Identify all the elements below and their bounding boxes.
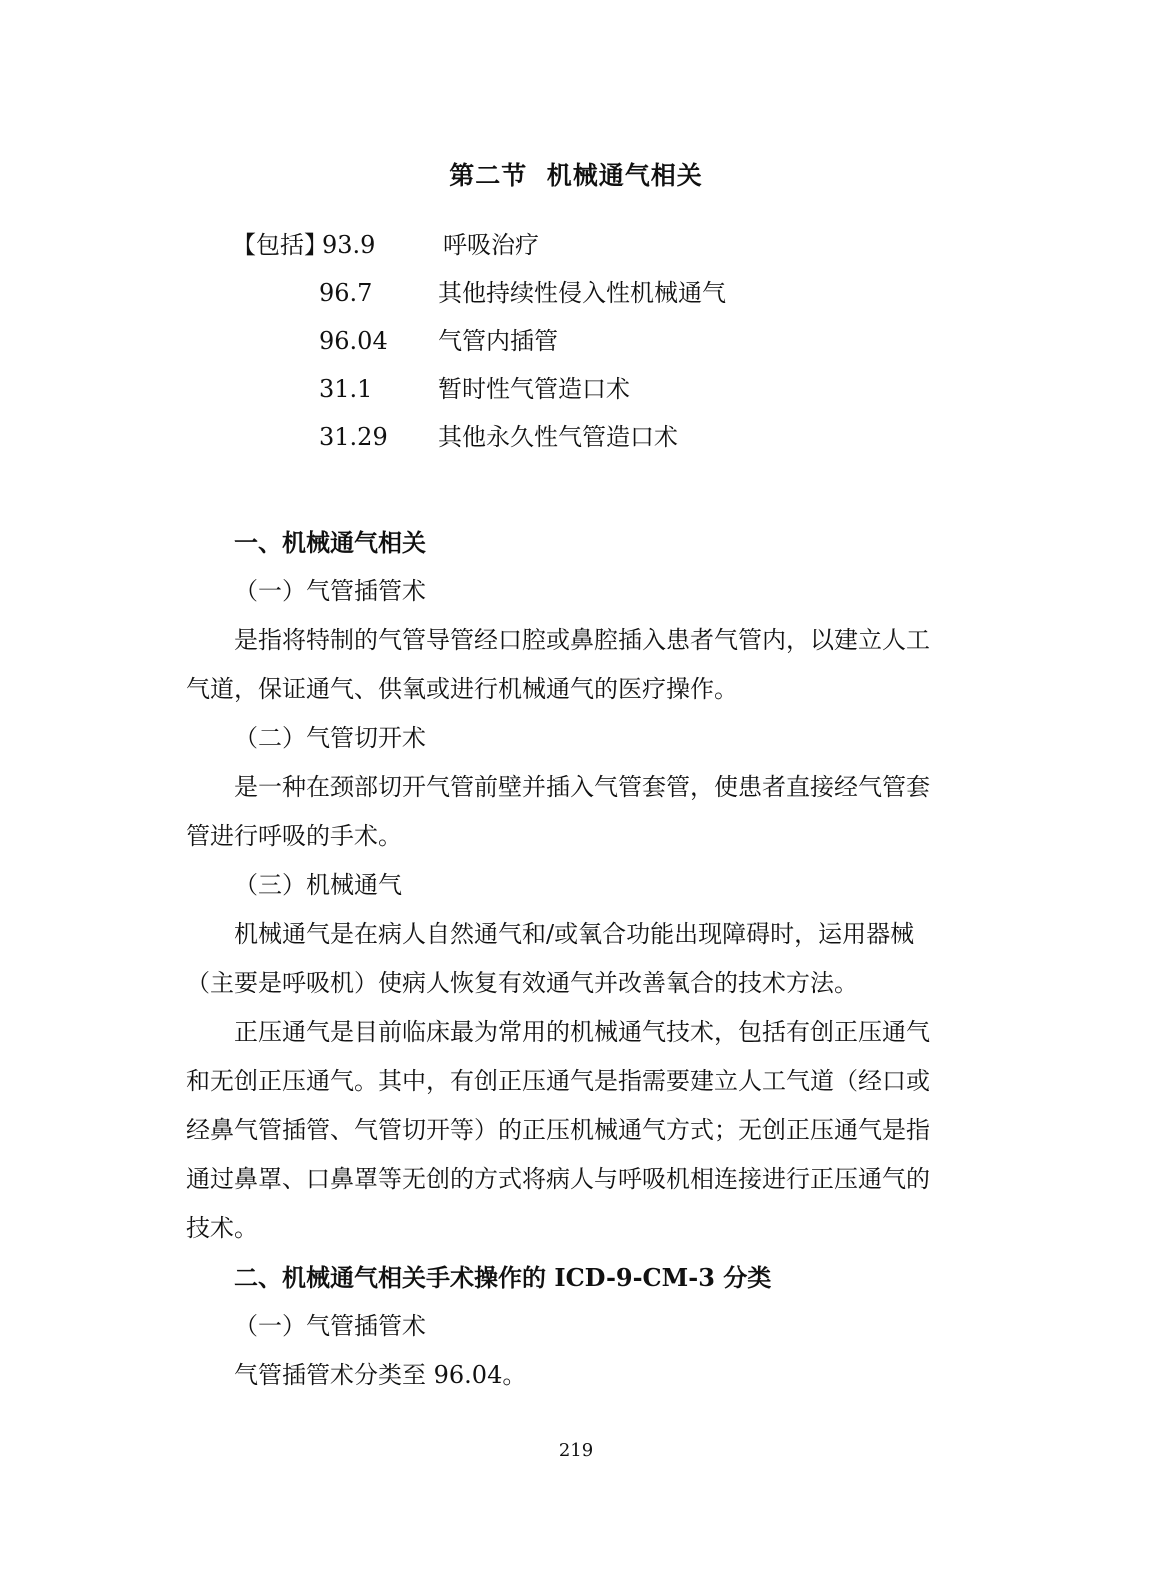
procedure-description: 其他持续性侵入性机械通气 xyxy=(438,279,726,307)
paragraph-line: 通过鼻罩、口鼻罩等无创的方式将病人与呼吸机相连接进行正压通气的 xyxy=(186,1165,930,1193)
procedure-code: 31.1 xyxy=(319,375,373,403)
paragraph-line: 机械通气是在病人自然通气和/或氧合功能出现障碍时，运用器械 xyxy=(234,920,915,948)
subheading-mechanical-ventilation: （三）机械通气 xyxy=(234,871,402,899)
procedure-description: 暂时性气管造口术 xyxy=(438,375,630,403)
paragraph-mechanical-ventilation xyxy=(186,910,952,1008)
paragraph-line: 气道，保证通气、供氧或进行机械通气的医疗操作。 xyxy=(186,675,738,703)
procedure-description: 其他永久性气管造口术 xyxy=(438,423,678,451)
procedure-code: 93.9 xyxy=(322,231,376,259)
procedure-description: 呼吸治疗 xyxy=(443,231,539,259)
paragraph-positive-pressure xyxy=(186,1008,952,1253)
page-number: 219 xyxy=(558,1440,594,1461)
paragraph-intubation xyxy=(186,616,952,714)
paragraph-line: （主要是呼吸机）使病人恢复有效通气并改善氧合的技术方法。 xyxy=(186,969,858,997)
procedure-code: 96.04 xyxy=(319,327,388,355)
paragraph-line: 管进行呼吸的手术。 xyxy=(186,822,402,850)
procedure-code: 31.29 xyxy=(319,423,388,451)
procedure-code: 96.7 xyxy=(319,279,373,307)
body-text xyxy=(186,518,952,1400)
paragraph-intubation-classification: 气管插管术分类至 96.04。 xyxy=(234,1361,527,1389)
subheading-intubation: （一）气管插管术 xyxy=(234,577,426,605)
paragraph-line: 是一种在颈部切开气管前壁并插入气管套管，使患者直接经气管套 xyxy=(234,773,930,801)
paragraph-line: 和无创正压通气。其中，有创正压通气是指需要建立人工气道（经口或 xyxy=(186,1067,930,1095)
paragraph-line: 是指将特制的气管导管经口腔或鼻腔插入患者气管内，以建立人工 xyxy=(234,626,930,654)
heading-mechanical-ventilation: 一、机械通气相关 xyxy=(234,528,426,557)
section-title: 第二节 机械通气相关 xyxy=(449,161,703,190)
subheading-tracheotomy: （二）气管切开术 xyxy=(234,724,426,752)
include-label: 【包括】 xyxy=(232,231,328,259)
procedure-description: 气管内插管 xyxy=(438,327,558,355)
paragraph-line: 经鼻气管插管、气管切开等）的正压机械通气方式；无创正压通气是指 xyxy=(186,1116,930,1144)
paragraph-line: 技术。 xyxy=(186,1214,258,1242)
paragraph-line: 正压通气是目前临床最为常用的机械通气技术，包括有创正压通气 xyxy=(234,1018,930,1046)
heading-icd-classification: 二、机械通气相关手术操作的 ICD-9-CM-3 分类 xyxy=(234,1263,772,1292)
subheading-intubation-classification: （一）气管插管术 xyxy=(234,1312,426,1340)
paragraph-tracheotomy xyxy=(186,763,952,861)
